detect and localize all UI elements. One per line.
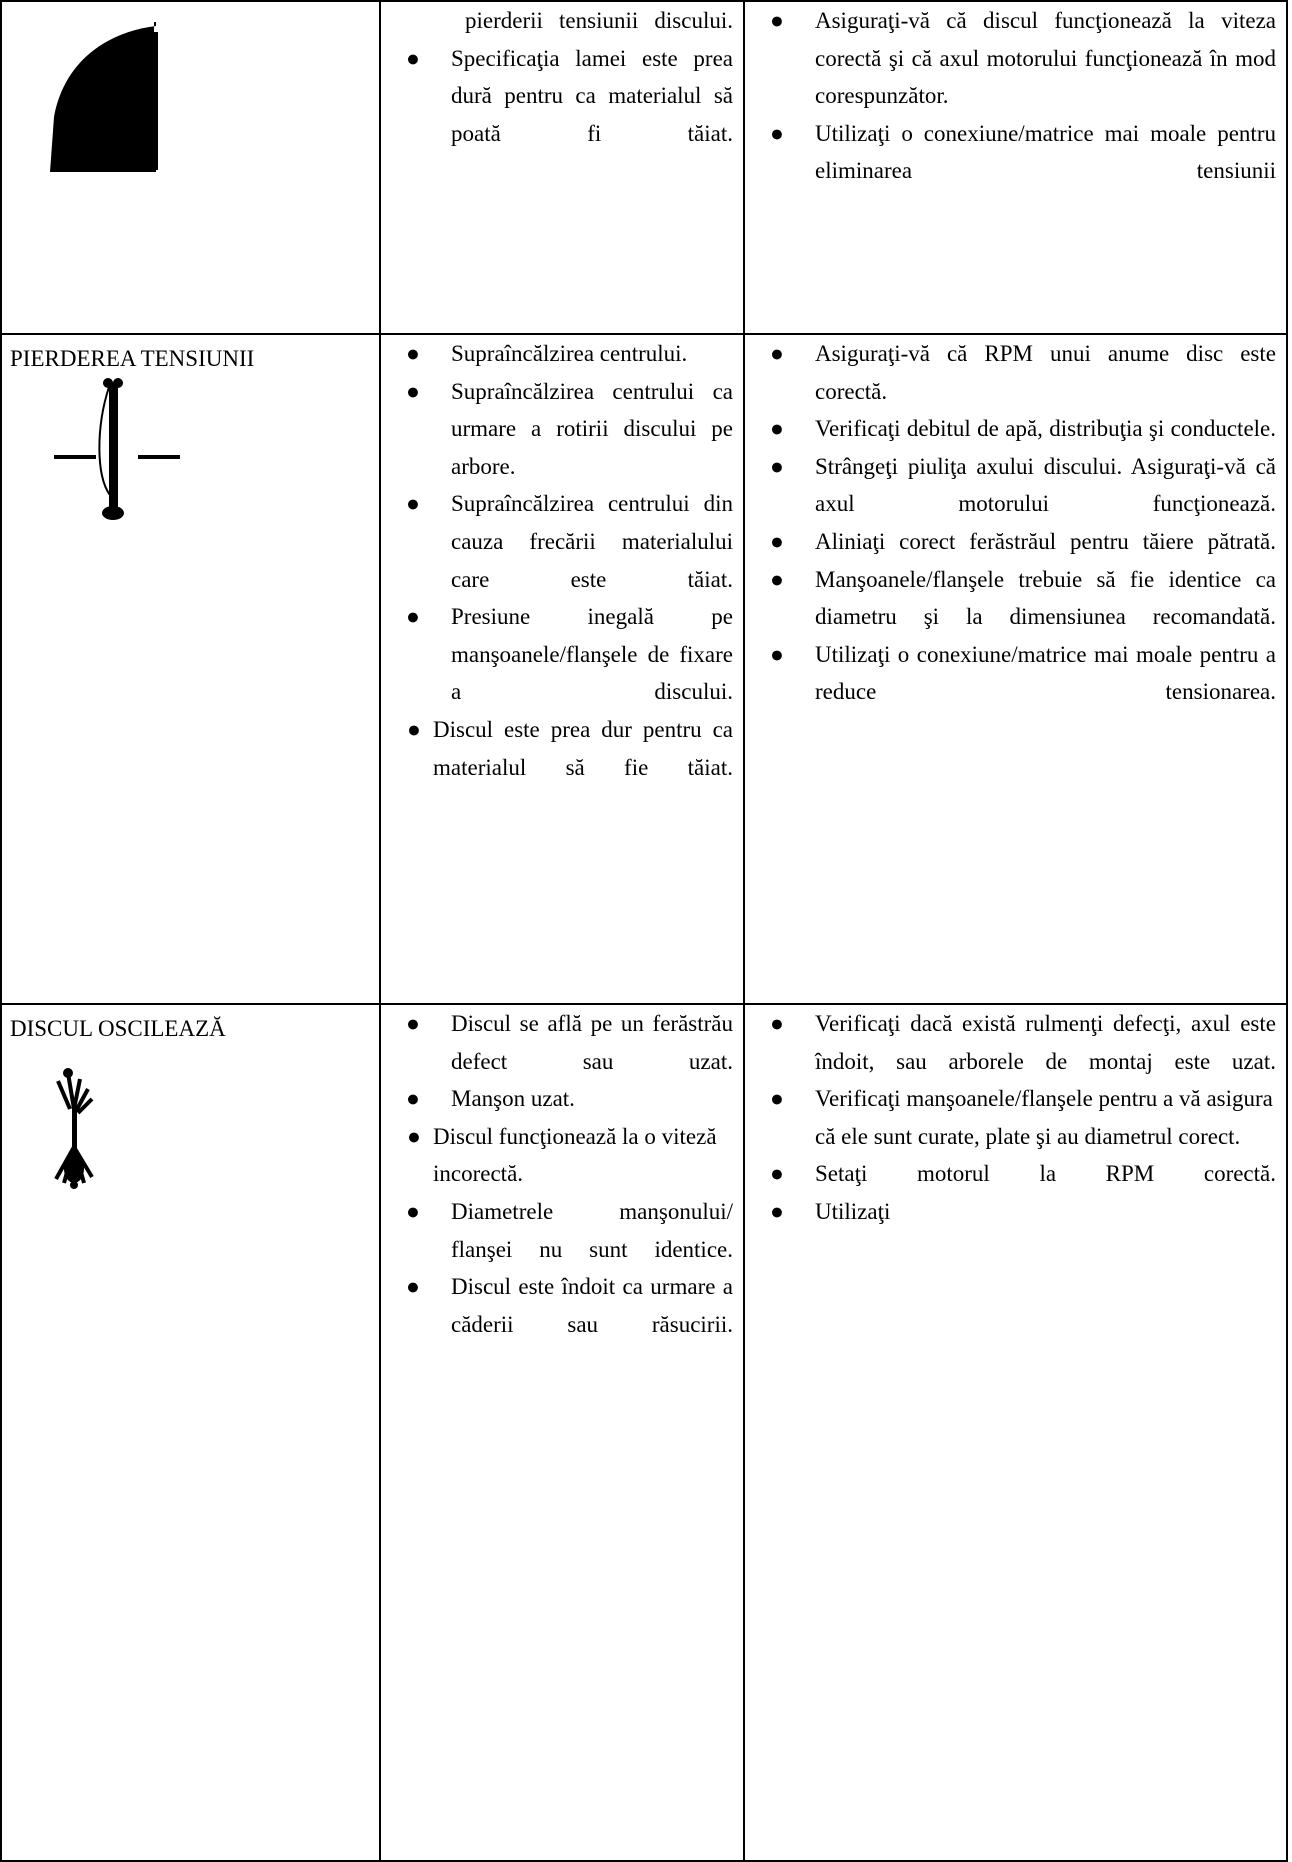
remedy-item: ● Verificaţi manşoanele/flanşele pentru a vă asigura că ele sunt curate, plate şi au diametrul corect. — [745, 1080, 1286, 1155]
table-row — [1, 334, 1287, 1004]
bullet-icon: ● — [406, 491, 420, 517]
bullet-icon: ● — [770, 453, 784, 479]
remedy-item: ● Asiguraţi-vă că RPM unui anume disc este corectă. — [745, 335, 1286, 410]
bullet-icon: ● — [406, 378, 420, 404]
bullet-icon: ● — [770, 341, 784, 366]
bullet-icon: ● — [407, 716, 421, 742]
cause-item: ● Discul este îndoit ca urmare a căderii sau răsucirii. — [381, 1268, 743, 1343]
cause-item: ● Discul se află pe un ferăstrău defect sau uzat. — [381, 1005, 743, 1080]
bullet-icon: ● — [770, 1011, 784, 1036]
bullet-icon: ● — [406, 341, 420, 366]
remedy-item: ● Manşoanele/flanşele trebuie să fie identice ca diametru şi la dimensiunea recomandată. — [745, 561, 1286, 636]
bullet-icon: ● — [770, 528, 784, 554]
bullet-icon: ● — [770, 641, 784, 667]
bullet-icon: ● — [770, 1161, 784, 1187]
bullet-icon: ● — [770, 416, 784, 442]
bullet-icon: ● — [770, 120, 784, 146]
bullet-icon: ● — [407, 1123, 421, 1149]
remedy-item: ● Asiguraţi-vă că discul funcţionează la viteza corectă şi că axul motorului funcţionează în mod corespunzător. — [745, 2, 1286, 115]
remedies-cell — [744, 334, 1287, 1004]
bullet-icon: ● — [406, 1274, 420, 1300]
remedy-item: ● Aliniaţi corect ferăstrăul pentru tăiere pătrată. — [745, 523, 1286, 561]
remedy-item: ● Setaţi motorul la RPM corectă. — [745, 1155, 1286, 1193]
cause-item: pierderii tensiunii discului. — [465, 8, 733, 33]
cause-item: ● Supraîncălzirea centrului. — [381, 335, 743, 373]
bullet-icon: ● — [406, 1086, 420, 1112]
cause-item: ● Diametrele manşonului/ flanşei nu sunt identice. — [381, 1193, 743, 1268]
tension-loss-icon — [52, 377, 202, 527]
bullet-icon: ● — [770, 566, 784, 592]
table-row — [1, 1004, 1287, 1861]
remedy-item: ● Utilizaţi o conexiune/matrice mai moale pentru a reduce tensionarea. — [745, 636, 1286, 711]
bullet-icon: ● — [770, 1086, 784, 1112]
bullet-icon: ● — [406, 604, 420, 630]
causes-cell — [380, 1, 744, 334]
remedy-item: ● Verificaţi debitul de apă, distribuţia şi conductele. — [745, 410, 1286, 448]
bullet-icon: ● — [406, 1198, 420, 1224]
symptom-cell — [1, 334, 380, 1004]
symptom-cell — [1, 1004, 380, 1861]
remedy-item: ● Strângeţi piuliţa axului discului. Asiguraţi-vă că axul motorului funcţionează. — [745, 448, 1286, 523]
symptom-heading: PIERDEREA TENSIUNII — [10, 346, 255, 371]
symptom-cell — [1, 1, 380, 334]
symptom-heading: DISCUL OSCILEAZĂ — [10, 1016, 226, 1041]
wobbling-disc-icon — [52, 1059, 142, 1189]
cause-item: ● Specificaţia lamei este prea dură pentru ca materialul să poată fi tăiat. — [381, 40, 743, 153]
cause-item: ● Discul funcţionează la o viteză incorectă. — [381, 1118, 743, 1193]
remedy-item: ● Verificaţi dacă există rulmenţi defecţi, axul este îndoit, sau arborele de montaj este uzat. — [745, 1005, 1286, 1080]
bullet-icon: ● — [406, 45, 420, 71]
cause-item: ● Manşon uzat. — [381, 1080, 743, 1118]
causes-cell — [380, 1004, 744, 1861]
bullet-icon: ● — [770, 8, 784, 33]
remedy-item: ● Utilizaţi o conexiune/matrice mai moale pentru eliminarea tensiunii — [745, 115, 1286, 190]
blade-fragment-icon — [46, 22, 206, 182]
cause-item: ● Supraîncălzirea centrului ca urmare a rotirii discului pe arbore. — [381, 373, 743, 486]
remedies-cell — [744, 1004, 1287, 1861]
remedy-item: ● Utilizaţi — [745, 1193, 1286, 1231]
bullet-icon: ● — [406, 1011, 420, 1036]
table-row — [1, 1, 1287, 334]
cause-item: ● Supraîncălzirea centrului din cauza frecării materialului care este tăiat. — [381, 485, 743, 598]
bullet-icon: ● — [770, 1198, 784, 1224]
remedies-cell — [744, 1, 1287, 334]
causes-cell — [380, 334, 744, 1004]
cause-item: ● Discul este prea dur pentru ca materialul să fie tăiat. — [381, 711, 743, 786]
cause-item: ● Presiune inegală pe manşoanele/flanşele de fixare a discului. — [381, 598, 743, 711]
